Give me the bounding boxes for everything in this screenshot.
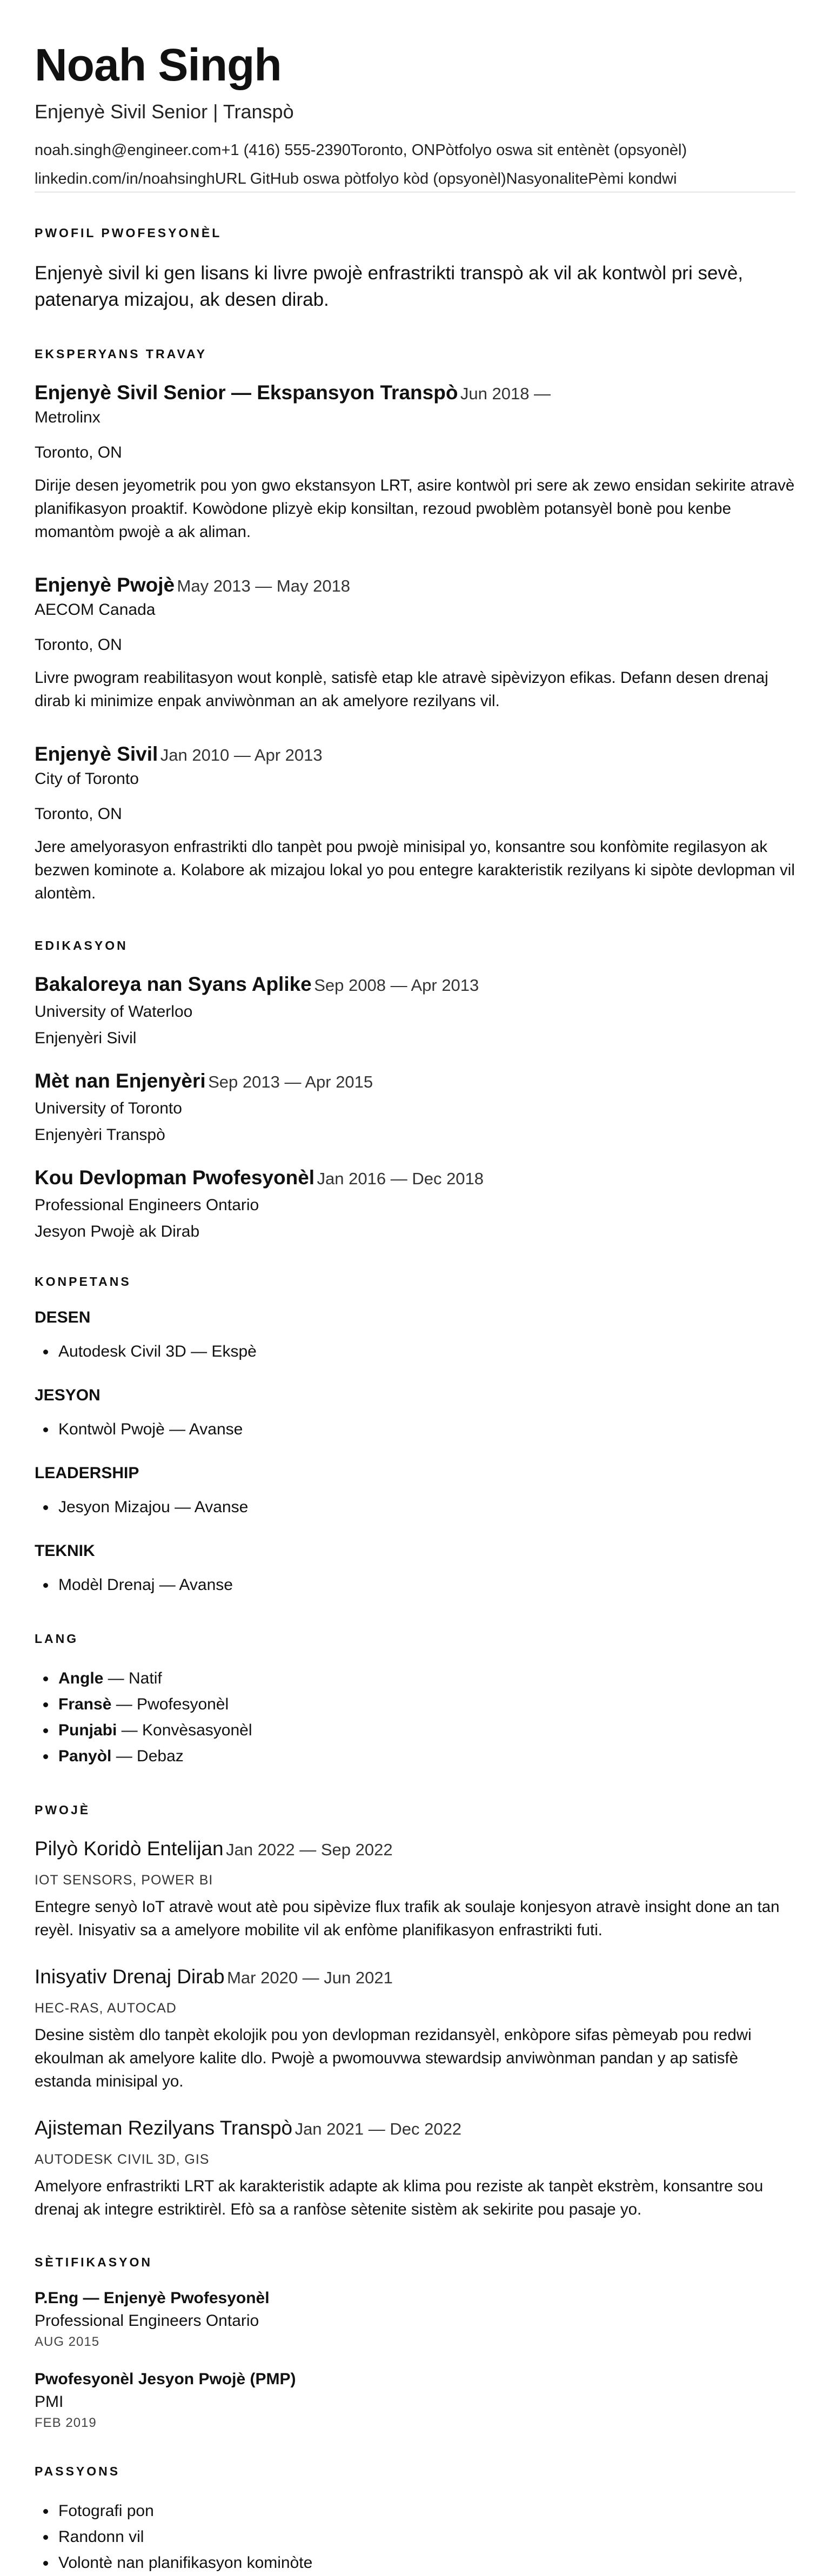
field-of-study: Enjenyèri Transpò xyxy=(35,1126,165,1144)
project-name: Pilyò Koridò Entelijan xyxy=(35,1837,224,1860)
job-location: Toronto, ON xyxy=(35,804,122,823)
project-dates: Jan 2022 — Sep 2022 xyxy=(226,1840,393,1860)
skill-category: TEKNIK xyxy=(35,1542,95,1560)
certification-name: P.Eng — Enjenyè Pwofesyonèl xyxy=(35,2289,270,2307)
education-dates: Sep 2013 — Apr 2015 xyxy=(208,1072,373,1092)
section-title-profile: PWOFIL PWOFESYONÈL xyxy=(35,225,222,240)
degree-title: Bakaloreya nan Syans Aplike xyxy=(35,973,312,996)
skill-group xyxy=(35,1464,795,1520)
project-entry-header xyxy=(35,1965,795,1989)
certification-entry xyxy=(35,2289,795,2350)
education-entry xyxy=(35,1069,795,1144)
project-tech: IOT SENSORS, POWER BI xyxy=(35,1873,213,1888)
experience-entry xyxy=(35,573,795,713)
job-employer: Metrolinx xyxy=(35,408,101,427)
job-location: Toronto, ON xyxy=(35,443,122,461)
languages-section xyxy=(35,1632,795,1769)
skill-group xyxy=(35,1386,795,1443)
skill-list xyxy=(35,1339,795,1365)
project-tech: HEC-RAS, AUTOCAD xyxy=(35,2001,177,2016)
education-entry-header xyxy=(35,1069,795,1093)
school-name: Professional Engineers Ontario xyxy=(35,1196,259,1214)
skill-category: DESEN xyxy=(35,1309,91,1327)
skill-group xyxy=(35,1542,795,1598)
certification-issuer: Professional Engineers Ontario xyxy=(35,2311,259,2330)
project-description: Entegre senyò IoT atravè wout atè pou sipèvize flux trafik ak soulaje konjesyon atravè insight done an tan reyèl. Inisyativ sa a amelyore mobilite vil ak enfòme planifikasyon enfrastrikti futi. xyxy=(35,1898,780,1940)
education-entry-header xyxy=(35,1166,795,1190)
project-dates: Jan 2021 — Dec 2022 xyxy=(294,2119,462,2138)
certifications-section xyxy=(35,2255,795,2431)
project-entry-header xyxy=(35,1837,795,1861)
education-dates: Jan 2016 — Dec 2018 xyxy=(317,1169,484,1189)
section-title-skills: KONPETANS xyxy=(35,1274,131,1289)
section-title-education: EDIKASYON xyxy=(35,938,128,953)
skill-list xyxy=(35,1572,795,1598)
degree-title: Kou Devlopman Pwofesyonèl xyxy=(35,1166,315,1189)
project-name: Ajisteman Rezilyans Transpò xyxy=(35,2116,293,2139)
certification-date: AUG 2015 xyxy=(35,2334,100,2349)
degree-title: Mèt nan Enjenyèri xyxy=(35,1070,206,1092)
skill-category: LEADERSHIP xyxy=(35,1464,139,1482)
project-description: Desine sistèm dlo tanpèt ekolojik pou yon devlopman rezidansyèl, enkòpore sifas pèmeyab pou redwi ekoulman ak amelyore kalite dlo. Pwojè a pwomouvwa stewardsip anviwònman pandan y ap satisfè estanda minisipal yo. xyxy=(35,2026,752,2090)
certification-date: FEB 2019 xyxy=(35,2415,97,2430)
language-level: — Pwofesyonèl xyxy=(111,1695,229,1714)
interest-item: • Volontè nan planifikasyon kominòte xyxy=(56,2550,795,2576)
certification-entry xyxy=(35,2370,795,2431)
experience-entry xyxy=(35,381,795,544)
job-dates: Jun 2018 — xyxy=(460,384,551,404)
language-name: Panyòl xyxy=(58,1747,112,1766)
section-title-interests: PASSYONS xyxy=(35,2464,121,2478)
skill-item: • Autodesk Civil 3D — Ekspè xyxy=(56,1339,795,1365)
section-title-languages: LANG xyxy=(35,1632,79,1646)
language-name: Angle xyxy=(58,1669,104,1688)
resume-header xyxy=(35,39,795,192)
language-name: Punjabi xyxy=(58,1721,117,1740)
skill-list xyxy=(35,1494,795,1520)
section-title-certifications: SÈTIFIKASYON xyxy=(35,2255,152,2269)
profile-summary: Enjenyè sivil ki gen lisans ki livre pwojè enfrastrikti transpò ak vil ak kontwòl pri sevè, patenarya mizajou, ak desen dirab. xyxy=(35,262,744,311)
experience-section xyxy=(35,347,795,905)
job-title: Enjenyè Sivil Senior — Ekspansyon Transpò xyxy=(35,381,458,404)
experience-entry-header xyxy=(35,742,795,766)
contact-line-2: linkedin.com/in/noahsinghURL GitHub oswa pòtfolyo kòd (opsyonèl)NasyonalitePèmi kondwi xyxy=(35,170,677,188)
experience-entry-header xyxy=(35,381,795,405)
skill-item: • Jesyon Mizajou — Avanse xyxy=(56,1494,795,1520)
certification-name: Pwofesyonèl Jesyon Pwojè (PMP) xyxy=(35,2370,296,2388)
field-of-study: Enjenyèri Sivil xyxy=(35,1029,137,1048)
language-list xyxy=(35,1666,795,1769)
school-name: University of Toronto xyxy=(35,1099,182,1117)
skill-group xyxy=(35,1309,795,1365)
language-name: Fransè xyxy=(58,1695,112,1714)
projects-section xyxy=(35,1803,795,2222)
education-entry xyxy=(35,972,795,1048)
skill-item: • Modèl Drenaj — Avanse xyxy=(56,1572,795,1598)
candidate-name: Noah Singh xyxy=(35,39,282,90)
project-dates: Mar 2020 — Jun 2021 xyxy=(227,1968,393,1987)
language-item xyxy=(56,1666,795,1692)
certification-issuer: PMI xyxy=(35,2392,64,2411)
job-title: Enjenyè Pwojè xyxy=(35,573,175,596)
section-title-projects: PWOJÈ xyxy=(35,1803,91,1817)
job-employer: AECOM Canada xyxy=(35,601,156,619)
skill-category: JESYON xyxy=(35,1386,101,1405)
language-level: — Konvèsasyonèl xyxy=(117,1721,252,1740)
interest-item: • Fotografi pon xyxy=(56,2498,795,2524)
skill-list xyxy=(35,1417,795,1443)
job-employer: City of Toronto xyxy=(35,770,139,788)
job-description: Dirije desen jeyometrik pou yon gwo ekstansyon LRT, asire kontwòl pri sere ak zewo ensidan sekirite atravè planifikasyon proaktif. Kowòdone plizyè ekip konsiltan, rezoud pwoblèm potansyèl bonè pou kenbe momantòm pwojè a ak aliman. xyxy=(35,477,795,541)
project-entry-header xyxy=(35,2116,795,2140)
project-entry xyxy=(35,2116,795,2222)
language-item xyxy=(56,1718,795,1743)
experience-entry xyxy=(35,742,795,905)
interest-list xyxy=(35,2498,795,2576)
language-item xyxy=(56,1692,795,1718)
project-entry xyxy=(35,1965,795,2094)
job-title: Enjenyè Sivil xyxy=(35,742,158,765)
education-section xyxy=(35,938,795,1241)
interests-section xyxy=(35,2464,795,2576)
job-dates: Jan 2010 — Apr 2013 xyxy=(160,745,323,764)
education-entry xyxy=(35,1166,795,1241)
job-dates: May 2013 — May 2018 xyxy=(177,576,351,595)
project-name: Inisyativ Drenaj Dirab xyxy=(35,1965,225,1988)
candidate-headline: Enjenyè Sivil Senior | Transpò xyxy=(35,100,294,123)
education-dates: Sep 2008 — Apr 2013 xyxy=(314,976,479,995)
experience-entry-header xyxy=(35,573,795,597)
education-entry-header xyxy=(35,972,795,996)
contact-line-1: noah.singh@engineer.com+1 (416) 555-2390Toronto, ONPòtfolyo oswa sit entènèt (opsyonèl) xyxy=(35,142,687,159)
project-entry xyxy=(35,1837,795,1942)
language-level: — Natif xyxy=(103,1669,162,1688)
job-location: Toronto, ON xyxy=(35,635,122,654)
job-description: Jere amelyorasyon enfrastrikti dlo tanpèt pou pwojè minisipal yo, konsantre sou konfòmite regilasyon ak bezwen kominote a. Kolabore ak mizajou lokal yo pou entegre karakteristik rezilyans ki sipòte devlopman vil alontèm. xyxy=(35,838,795,902)
language-item xyxy=(56,1743,795,1769)
job-description: Livre pwogram reabilitasyon wout konplè, satisfè etap kle atravè sipèvizyon efikas. Defann desen drenaj dirab ki minimize enpak anviwònman an ak amelyore rezilyans vil. xyxy=(35,669,768,710)
skill-item: • Kontwòl Pwojè — Avanse xyxy=(56,1417,795,1443)
profile-section xyxy=(35,226,795,313)
project-tech: AUTODESK CIVIL 3D, GIS xyxy=(35,2152,210,2168)
language-level: — Debaz xyxy=(111,1747,184,1766)
section-title-experience: EKSPERYANS TRAVAY xyxy=(35,347,207,361)
field-of-study: Jesyon Pwojè ak Dirab xyxy=(35,1223,200,1241)
skills-section xyxy=(35,1274,795,1598)
project-description: Amelyore enfrastrikti LRT ak karakteristik adapte ak klima pou reziste ak tanpèt ekstrèm, konsantre sou drenaj ak integre estriktirèl. Efò sa a ranfòse sètenite sistèm ak sekirite pou pasaje yo. xyxy=(35,2177,764,2218)
interest-item: • Randonn vil xyxy=(56,2524,795,2550)
school-name: University of Waterloo xyxy=(35,1002,193,1021)
